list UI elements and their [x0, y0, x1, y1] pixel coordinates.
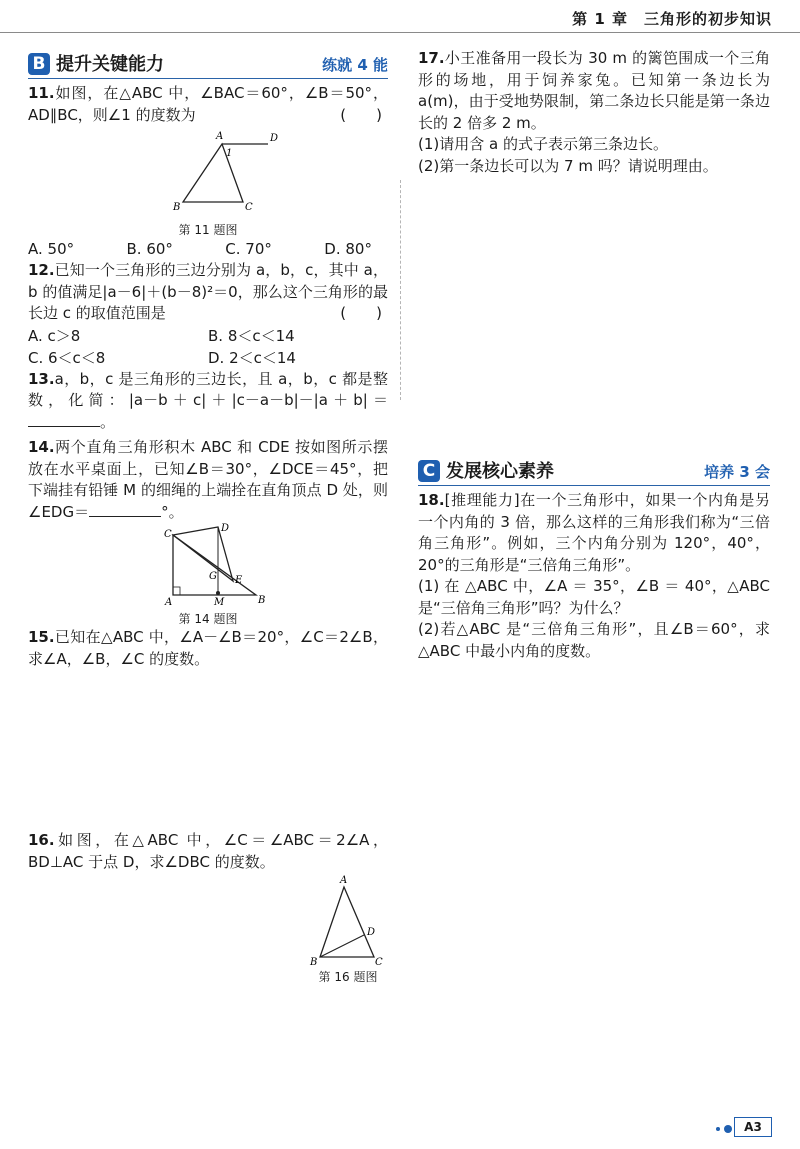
q11-label-a: A [216, 131, 224, 142]
question-18 [418, 490, 770, 662]
question-12 [28, 260, 388, 369]
page-number: A3 [734, 1117, 772, 1137]
q18-part-1: (1) 在 △ABC 中，∠A ＝ 35°，∠B ＝ 40°，△ABC 是“三倍角三角形”吗？为什么？ [418, 577, 770, 617]
q16-label-a: A [340, 875, 348, 886]
q11-option-b: B. 60° [126, 240, 173, 258]
q11-label-1: 1 [226, 148, 233, 159]
q14-caption: 第 14 题图 [178, 612, 238, 626]
q16-triangle [320, 887, 374, 957]
q17-text: 小王准备用一段长为 30 m 的篱笆围成一个三角形的场地，用于饲养家兔。已知第一条边长为 a(m)，由于受地势限制，第二条边长只能是第一条边长的 2 倍多 2 m。 [418, 49, 770, 132]
q18-part-2: (2)若△ABC 是“三倍角三角形”，且∠B＝60°，求△ABC 中最小内角的度数。 [418, 620, 770, 660]
q18-number: 18. [418, 491, 445, 509]
q13-text: a，b，c 是三角形的三边长，且 a，b，c 都是整数，化简：|a－b＋c|＋|c－a－b|－|a＋b|＝ [28, 369, 388, 409]
q14-plumb-weight [216, 591, 220, 595]
q11-label-d: D [270, 133, 279, 144]
q14-number: 14. [28, 438, 55, 456]
q11-option-a: A. 50° [28, 240, 75, 258]
q12-options [28, 325, 388, 369]
column-divider [400, 180, 401, 400]
q16-text: 如图，在△ABC 中，∠C＝∠ABC＝2∠A，BD⊥AC 于点 D，求∠DBC 的度数。 [28, 831, 388, 871]
header-rule [0, 32, 800, 33]
q14-label-e: E [235, 575, 243, 586]
q13-number: 13. [28, 369, 55, 388]
section-c-badge: C [418, 460, 440, 482]
q14-answer-blank [89, 502, 161, 517]
q12-option-a: A. c＞8 [28, 326, 81, 345]
q18-text: [推理能力]在一个三角形中，如果一个内角是另一个内角的 3 倍，那么这样的三角形我们称为“三倍角三角形”。例如，三个内角分别为 120°，40°，20°的三角形是“三倍角三角形”。 [418, 491, 770, 574]
q14-tail: °。 [161, 502, 184, 521]
q14-label-b: B [258, 595, 266, 606]
question-17 [418, 48, 770, 177]
q14-label-g: G [209, 571, 217, 582]
q16-label-b: B [310, 957, 318, 965]
q12-option-d: D. 2＜c＜14 [208, 348, 296, 367]
q17-part-1: (1)请用含 a 的式子表示第三条边长。 [418, 135, 668, 153]
q12-answer-paren: ( ) [340, 304, 382, 322]
question-15 [28, 627, 388, 670]
q16-number: 16. [28, 831, 55, 849]
q12-text: 已知一个三角形的三边分别为 a，b，c，其中 a，b 的值满足|a－6|＋(b－8)²＝0，那么这个三角形的最长边 c 的取值范围是 [28, 261, 388, 322]
q16-label-d: D [367, 927, 376, 938]
section-b-header [28, 48, 388, 79]
q11-label-b: B [173, 202, 181, 213]
q11-label-c: C [245, 202, 253, 213]
q17-part-2: (2)第一条边长可以为 7 m 吗？请说明理由。 [418, 156, 718, 175]
chapter-title: 第 1 章 三角形的初步知识 [572, 10, 772, 28]
q11-triangle [183, 144, 243, 202]
q14-label-d: D [221, 523, 230, 534]
section-c-header [418, 455, 770, 486]
q17-number: 17. [418, 49, 445, 67]
q14-figure [28, 523, 388, 607]
q11-number: 11. [28, 84, 55, 102]
q14-right-angle-a [173, 587, 180, 595]
question-11 [28, 83, 388, 260]
q16-label-c: C [375, 957, 383, 965]
q16-figure [28, 873, 388, 965]
q14-text: 两个直角三角形积木 ABC 和 CDE 按如图所示摆放在水平桌面上，已知∠B＝30°，∠DCE＝45°，把下端挂有铅锤 M 的细绳的上端拴在直角顶点 D 处，则∠EDG＝ [28, 438, 388, 521]
q11-figure [28, 126, 388, 218]
q16-caption: 第 16 题图 [318, 970, 378, 984]
q12-number: 12. [28, 261, 55, 279]
q13-answer-blank [28, 412, 100, 427]
q12-option-c: C. 6＜c＜8 [28, 348, 106, 367]
section-b-badge: B [28, 53, 50, 75]
q13-tail: 。 [100, 412, 116, 431]
q14-label-m: M [214, 597, 225, 607]
section-c [418, 455, 770, 662]
q11-text: 如图，在△ABC 中，∠BAC＝60°，∠B＝50°，AD∥BC，则∠1 的度数为 [28, 84, 388, 124]
q12-option-b: B. 8＜c＜14 [208, 326, 295, 345]
q15-text: 已知在△ABC 中，∠A－∠B＝20°，∠C＝2∠B，求∠A，∠B，∠C 的度数。 [28, 628, 388, 668]
question-16 [28, 830, 388, 985]
q11-options [28, 238, 388, 260]
right-column [418, 48, 770, 662]
footer-dot-small [716, 1127, 720, 1131]
question-14 [28, 437, 388, 627]
q11-answer-paren: ( ) [340, 105, 382, 124]
q14-label-c: C [164, 529, 172, 540]
section-b-title: 提升关键能力 [56, 54, 164, 75]
footer-dot [724, 1125, 732, 1133]
section-b-subtitle: 练就 4 能 [322, 56, 388, 74]
q15-number: 15. [28, 628, 55, 646]
q11-option-c: C. 70° [225, 240, 272, 258]
q14-label-a: A [165, 597, 173, 607]
left-column [28, 48, 388, 985]
q11-option-d: D. 80° [324, 240, 372, 258]
q14-triangle-cde [173, 527, 233, 581]
section-c-title: 发展核心素养 [446, 461, 554, 482]
section-c-subtitle: 培养 3 会 [704, 463, 770, 481]
q11-caption: 第 11 题图 [178, 223, 238, 237]
question-13 [28, 369, 388, 434]
